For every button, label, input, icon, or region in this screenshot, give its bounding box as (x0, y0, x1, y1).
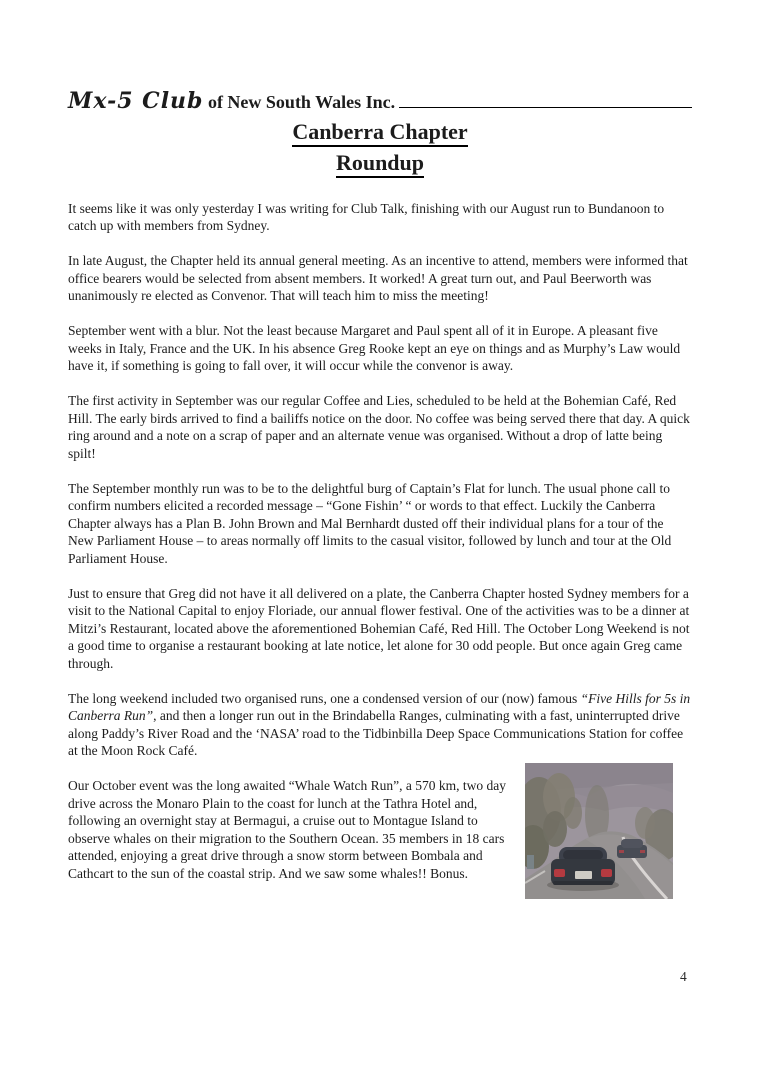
title-line-2: Roundup (336, 151, 424, 178)
paragraph-text: Our October event was the long awaited “Whale Watch Run”, a 570 km, two day drive across the Monaro Plain to the coast for lunch at the Tathra Hotel and, following an overnight stay at Bermagui, a cruise out to Montague Island to observe whales on their migration to the Southern Ocean. 35 members in 18 cars attended, enjoying a great drive through a snow storm between Bombala and Cathcart to the sun of the coastal strip. And we saw some whales!! Bonus. (68, 778, 507, 881)
paragraph-text: In late August, the Chapter held its annual general meeting. As an incentive to attend, members were informed that office bearers would be selected from absent members. It worked! A great turn out, and Paul Beerworth was unanimously re elected as Convenor. That will teach him to miss the meeting! (68, 253, 688, 303)
paragraph (68, 585, 692, 673)
club-name-rest: of New South Wales Inc. (203, 92, 396, 112)
paragraph (68, 392, 692, 462)
whale-watch-run-photo (525, 763, 673, 899)
paragraph-text: The September monthly run was to be to the delightful burg of Captain’s Flat for lunch. The usual phone call to confirm numbers elicited a recorded message – “Gone Fishin’ “ or words to that effect. Luckily the Canberra Chapter always has a Plan B. John Brown and Mal Bernhardt dusted off their individual plans for a tour of the New Parliament House – to areas normally off limits to the casual visitor, followed by lunch and tour at the Old Parliament House. (68, 480, 672, 566)
masthead (68, 88, 692, 114)
club-name-script: Mx-5 Club (68, 88, 204, 114)
paragraph-text: Just to ensure that Greg did not have it all delivered on a plate, the Canberra Chapter hosted Sydney members for a visit to the National Capital to enjoy Floriade, our annual flower festival. One of the activities was to be a dinner at Mitzi’s Restaurant, located above the aforementioned Bohemian Café, Red Hill. The October Long Weekend is not a good time to organise a restaurant booking at late notice, let alone for 30 odd people. But once again Greg came through. (68, 585, 690, 671)
paragraph (68, 322, 692, 375)
foggy-road-photo-graphic (525, 763, 673, 899)
page-title (68, 120, 692, 182)
paragraph (68, 777, 520, 882)
paragraph-text: The long weekend included two organised runs, one a condensed version of our (now) famous (68, 690, 581, 706)
masthead-rule-line (399, 106, 692, 108)
paragraph-text: The first activity in September was our regular Coffee and Lies, scheduled to be held at the Bohemian Café, Red Hill. The early birds arrived to find a bailiffs notice on the door. No coffee was being served there that day. A quick ring around and a note on a scrap of paper and an alternate venue was organised. Without a drop of latte being spilt! (68, 393, 690, 461)
title-line-1: Canberra Chapter (292, 120, 467, 147)
paragraph-text: September went with a blur. Not the least because Margaret and Paul spent all of it in Europe. A pleasant five weeks in Italy, France and the UK. In his absence Greg Rooke kept an eye on things and as Murphy’s Law would have it, if something is going to fall over, it will occur while the convenor is away. (68, 323, 681, 373)
paragraph (68, 252, 692, 305)
paragraph (68, 690, 692, 760)
paragraph (68, 480, 692, 568)
paragraph-text: , and then a longer run out in the Brindabella Ranges, culminating with a fast, uninterrupted drive along Paddy’s River Road and the ‘NASA’ road to the Tidbinbilla Deep Space Communications Station for coffee at the Moon Rock Café. (68, 708, 684, 758)
paragraph-text: It seems like it was only yesterday I was writing for Club Talk, finishing with our August run to Bundanoon to catch up with members from Sydney. (68, 200, 665, 233)
paragraph (68, 200, 692, 235)
paragraph-text: “Five Hills for 5s in Canberra Run” (68, 690, 691, 723)
page-number: 4 (680, 969, 687, 984)
